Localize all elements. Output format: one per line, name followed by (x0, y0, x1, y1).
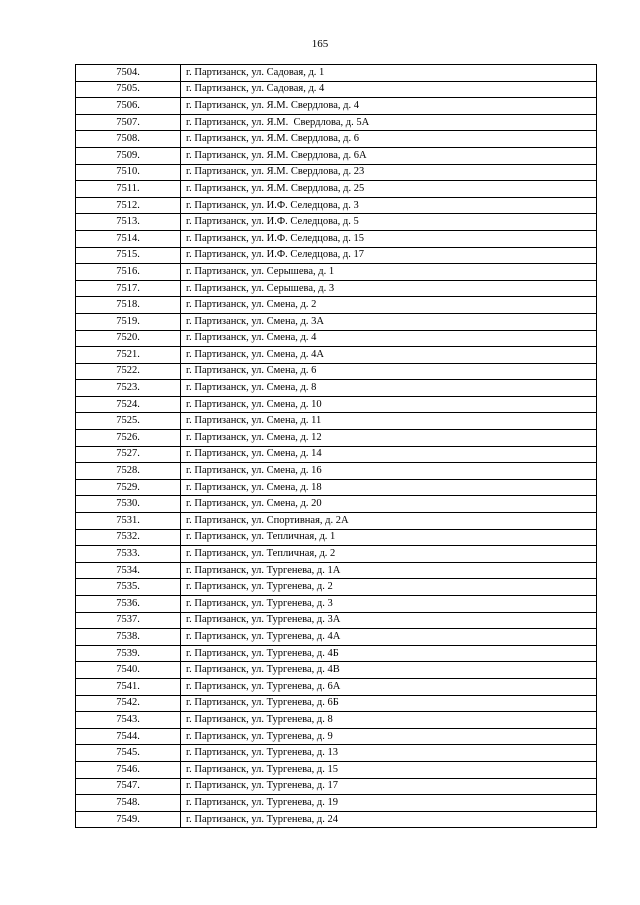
table-row (76, 131, 597, 148)
table-row (76, 164, 597, 181)
table-row (76, 430, 597, 447)
row-number-cell: 7516. (76, 264, 181, 281)
table-row (76, 745, 597, 762)
address-cell: г. Партизанск, ул. Я.М. Свердлова, д. 6А (181, 147, 597, 164)
row-number-cell: 7549. (76, 811, 181, 828)
row-number-cell: 7544. (76, 728, 181, 745)
row-number-cell: 7543. (76, 712, 181, 729)
table-row (76, 579, 597, 596)
address-cell: г. Партизанск, ул. Я.М. Свердлова, д. 25 (181, 181, 597, 198)
address-cell: г. Партизанск, ул. Тургенева, д. 1А (181, 562, 597, 579)
row-number-cell: 7511. (76, 181, 181, 198)
address-cell: г. Партизанск, ул. И.Ф. Селедцова, д. 5 (181, 214, 597, 231)
table-row (76, 297, 597, 314)
table-row (76, 596, 597, 613)
row-number-cell: 7538. (76, 629, 181, 646)
address-cell: г. Партизанск, ул. Смена, д. 12 (181, 430, 597, 447)
address-cell: г. Партизанск, ул. Смена, д. 2 (181, 297, 597, 314)
row-number-cell: 7513. (76, 214, 181, 231)
address-cell: г. Партизанск, ул. Смена, д. 6 (181, 363, 597, 380)
table-row (76, 795, 597, 812)
table-row (76, 645, 597, 662)
row-number-cell: 7519. (76, 313, 181, 330)
address-cell: г. Партизанск, ул. Тургенева, д. 24 (181, 811, 597, 828)
row-number-cell: 7548. (76, 795, 181, 812)
table-row (76, 347, 597, 364)
address-cell: г. Партизанск, ул. Смена, д. 11 (181, 413, 597, 430)
row-number-cell: 7528. (76, 463, 181, 480)
address-cell: г. Партизанск, ул. И.Ф. Селедцова, д. 15 (181, 230, 597, 247)
row-number-cell: 7517. (76, 280, 181, 297)
address-cell: г. Партизанск, ул. Тургенева, д. 4Б (181, 645, 597, 662)
table-row (76, 114, 597, 131)
table-row (76, 181, 597, 198)
address-cell: г. Партизанск, ул. Тургенева, д. 6Б (181, 695, 597, 712)
address-cell: г. Партизанск, ул. Тургенева, д. 15 (181, 761, 597, 778)
table-row (76, 98, 597, 115)
row-number-cell: 7505. (76, 81, 181, 98)
table-row (76, 761, 597, 778)
address-cell: г. Партизанск, ул. Смена, д. 4А (181, 347, 597, 364)
address-cell: г. Партизанск, ул. Садовая, д. 4 (181, 81, 597, 98)
table-row (76, 396, 597, 413)
table-row (76, 413, 597, 430)
row-number-cell: 7522. (76, 363, 181, 380)
table-row (76, 230, 597, 247)
table-row (76, 811, 597, 828)
row-number-cell: 7504. (76, 65, 181, 82)
address-cell: г. Партизанск, ул. Смена, д. 18 (181, 479, 597, 496)
table-row (76, 363, 597, 380)
address-cell: г. Партизанск, ул. Тургенева, д. 13 (181, 745, 597, 762)
table-row (76, 678, 597, 695)
table-row (76, 264, 597, 281)
address-cell: г. Партизанск, ул. Смена, д. 16 (181, 463, 597, 480)
address-cell: г. Партизанск, ул. Смена, д. 20 (181, 496, 597, 513)
table-row (76, 529, 597, 546)
address-cell: г. Партизанск, ул. Тургенева, д. 4В (181, 662, 597, 679)
table-row (76, 479, 597, 496)
address-cell: г. Партизанск, ул. Смена, д. 10 (181, 396, 597, 413)
table-row (76, 546, 597, 563)
address-cell: г. Партизанск, ул. Тургенева, д. 19 (181, 795, 597, 812)
table-row (76, 513, 597, 530)
row-number-cell: 7525. (76, 413, 181, 430)
address-cell: г. Партизанск, ул. Тепличная, д. 2 (181, 546, 597, 563)
row-number-cell: 7539. (76, 645, 181, 662)
row-number-cell: 7518. (76, 297, 181, 314)
row-number-cell: 7526. (76, 430, 181, 447)
row-number-cell: 7533. (76, 546, 181, 563)
address-cell: г. Партизанск, ул. Я.М. Свердлова, д. 5А (181, 114, 597, 131)
row-number-cell: 7531. (76, 513, 181, 530)
address-cell: г. Партизанск, ул. Спортивная, д. 2А (181, 513, 597, 530)
address-cell: г. Партизанск, ул. И.Ф. Селедцова, д. 17 (181, 247, 597, 264)
address-cell: г. Партизанск, ул. Тепличная, д. 1 (181, 529, 597, 546)
row-number-cell: 7510. (76, 164, 181, 181)
table-row (76, 496, 597, 513)
row-number-cell: 7515. (76, 247, 181, 264)
row-number-cell: 7524. (76, 396, 181, 413)
address-cell: г. Партизанск, ул. Я.М. Свердлова, д. 4 (181, 98, 597, 115)
address-cell: г. Партизанск, ул. И.Ф. Селедцова, д. 3 (181, 197, 597, 214)
table-row (76, 81, 597, 98)
row-number-cell: 7535. (76, 579, 181, 596)
table-row (76, 380, 597, 397)
row-number-cell: 7532. (76, 529, 181, 546)
address-table (75, 64, 597, 828)
row-number-cell: 7547. (76, 778, 181, 795)
row-number-cell: 7514. (76, 230, 181, 247)
address-cell: г. Партизанск, ул. Садовая, д. 1 (181, 65, 597, 82)
address-cell: г. Партизанск, ул. Тургенева, д. 6А (181, 678, 597, 695)
address-cell: г. Партизанск, ул. Тургенева, д. 3 (181, 596, 597, 613)
table-row (76, 662, 597, 679)
table-row (76, 463, 597, 480)
address-cell: г. Партизанск, ул. Смена, д. 14 (181, 446, 597, 463)
row-number-cell: 7534. (76, 562, 181, 579)
address-cell: г. Партизанск, ул. Тургенева, д. 4А (181, 629, 597, 646)
address-table-body (76, 65, 597, 828)
address-cell: г. Партизанск, ул. Смена, д. 3А (181, 313, 597, 330)
row-number-cell: 7530. (76, 496, 181, 513)
row-number-cell: 7512. (76, 197, 181, 214)
table-row (76, 313, 597, 330)
row-number-cell: 7542. (76, 695, 181, 712)
address-cell: г. Партизанск, ул. Тургенева, д. 8 (181, 712, 597, 729)
row-number-cell: 7523. (76, 380, 181, 397)
row-number-cell: 7541. (76, 678, 181, 695)
row-number-cell: 7527. (76, 446, 181, 463)
address-cell: г. Партизанск, ул. Смена, д. 4 (181, 330, 597, 347)
row-number-cell: 7545. (76, 745, 181, 762)
row-number-cell: 7508. (76, 131, 181, 148)
address-cell: г. Партизанск, ул. Смена, д. 8 (181, 380, 597, 397)
table-row (76, 65, 597, 82)
row-number-cell: 7546. (76, 761, 181, 778)
row-number-cell: 7540. (76, 662, 181, 679)
row-number-cell: 7506. (76, 98, 181, 115)
address-cell: г. Партизанск, ул. Я.М. Свердлова, д. 6 (181, 131, 597, 148)
address-cell: г. Партизанск, ул. Я.М. Свердлова, д. 23 (181, 164, 597, 181)
address-cell: г. Партизанск, ул. Серышева, д. 3 (181, 280, 597, 297)
table-row (76, 147, 597, 164)
address-cell: г. Партизанск, ул. Серышева, д. 1 (181, 264, 597, 281)
table-row (76, 247, 597, 264)
table-row (76, 330, 597, 347)
table-row (76, 197, 597, 214)
row-number-cell: 7537. (76, 612, 181, 629)
row-number-cell: 7507. (76, 114, 181, 131)
table-row (76, 778, 597, 795)
table-row (76, 280, 597, 297)
page-number: 165 (311, 38, 329, 50)
row-number-cell: 7509. (76, 147, 181, 164)
address-cell: г. Партизанск, ул. Тургенева, д. 17 (181, 778, 597, 795)
row-number-cell: 7529. (76, 479, 181, 496)
table-row (76, 728, 597, 745)
table-row (76, 695, 597, 712)
table-row (76, 562, 597, 579)
row-number-cell: 7536. (76, 596, 181, 613)
row-number-cell: 7520. (76, 330, 181, 347)
address-cell: г. Партизанск, ул. Тургенева, д. 2 (181, 579, 597, 596)
table-row (76, 712, 597, 729)
address-cell: г. Партизанск, ул. Тургенева, д. 3А (181, 612, 597, 629)
row-number-cell: 7521. (76, 347, 181, 364)
table-row (76, 612, 597, 629)
address-cell: г. Партизанск, ул. Тургенева, д. 9 (181, 728, 597, 745)
table-row (76, 214, 597, 231)
table-row (76, 629, 597, 646)
table-row (76, 446, 597, 463)
